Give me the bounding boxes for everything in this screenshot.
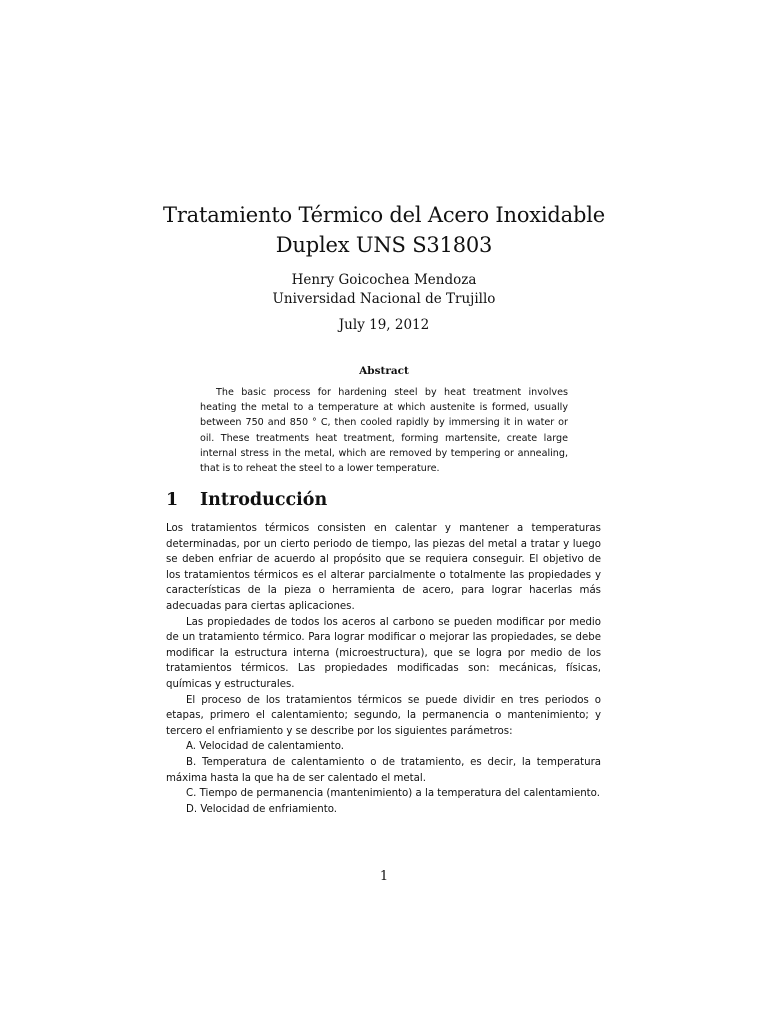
title-line-1: Tratamiento Térmico del Acero Inoxidable (163, 203, 605, 227)
list-item: B. Temperatura de calentamiento o de tratamiento, es decir, la temperatura máxima hasta la que ha de ser calentado el metal. (166, 756, 601, 784)
paragraph: Las propiedades de todos los aceros al carbono se pueden modificar por medio de un tratamiento térmico. Para lograr modificar o mejorar las propiedades, se debe modificar la estructura interna (microestructura), que se logra por medio de los tratamientos térmicos. Las propiedades modificadas son: mecánicas, físicas, químicas y estructurales. (166, 616, 601, 690)
paragraph: El proceso de los tratamientos térmicos se puede dividir en tres periodos o etapas, primero el calentamiento; segundo, la permanencia o mantenimiento; y tercero el enfriamiento y se describe por los siguientes parámetros: (166, 694, 601, 737)
section-title: Introducción (200, 490, 328, 510)
paper-date: July 19, 2012 (338, 317, 430, 333)
list-item: C. Tiempo de permanencia (mantenimiento) a la temperatura del calentamiento. (186, 788, 600, 800)
abstract-text: The basic process for hardening steel by heat treatment involves heating the metal to a temperature at which austenite is formed, usually between 750 and 850 ° C, then cooled rapidly by immersing it in water or oil. These treatments heat treatment, forming martensite, create large internal stress in the metal, which are removed by tempering or annealing, that is to reheat the steel to a lower temperature. (200, 387, 568, 475)
author-block (0, 271, 768, 309)
paragraph: Los tratamientos térmicos consisten en calentar y mantener a temperaturas determinadas, por un cierto periodo de tiempo, las piezas del metal a tratar y luego se deben enfriar de acuerdo al propósito que se requiera conseguir. El objetivo de los tratamientos térmicos es el alterar parcialmente o totalmente las propiedades y características de la pieza o herramienta de acero, para lograr hacerlas más adecuadas para ciertas aplicaciones. (166, 523, 601, 612)
section-heading (166, 488, 327, 512)
abstract-heading: Abstract (359, 365, 409, 377)
author-affiliation: Universidad Nacional de Trujillo (272, 291, 496, 307)
section-body (166, 521, 601, 817)
list-item: D. Velocidad de enfriamiento. (186, 803, 337, 815)
list-item: A. Velocidad de calentamiento. (186, 741, 344, 753)
paper-title (0, 200, 768, 260)
title-line-2: Duplex UNS S31803 (275, 233, 493, 257)
section-number: 1 (166, 490, 179, 510)
page-number: 1 (379, 869, 389, 884)
author-name: Henry Goicochea Mendoza (291, 272, 477, 288)
